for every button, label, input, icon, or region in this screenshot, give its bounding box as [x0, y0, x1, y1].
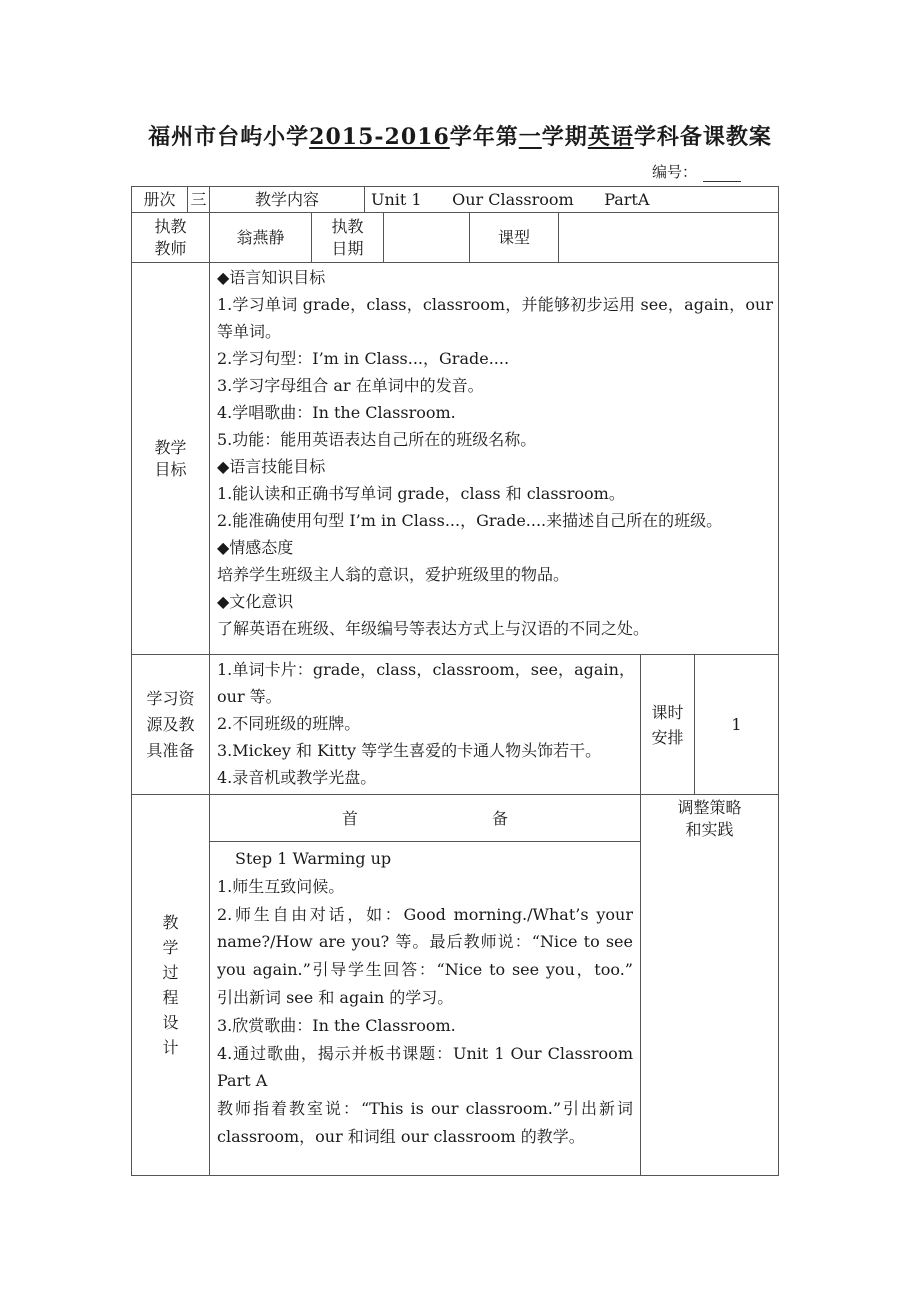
process-label-line: 教: [162, 913, 179, 932]
objective-line: 3.学习字母组合 ar 在单词中的发音。: [217, 376, 484, 395]
grid-line: [131, 1175, 779, 1176]
objectives-label: [132, 263, 209, 654]
process-line: 2.师生自由对话，如：Good morning./What’s your: [217, 904, 633, 924]
lesson-type-label: 课型: [497, 228, 530, 247]
resources-label-line: 源及教: [146, 714, 195, 734]
date-label-line: 执教: [331, 216, 364, 236]
date-label: [312, 213, 383, 262]
content-label: 教学内容: [254, 190, 319, 209]
doc-number: [652, 161, 741, 182]
teacher-label: [132, 213, 209, 262]
resource-line: 1.单词卡片：grade，class，classroom，see，again，: [217, 660, 635, 679]
process-line: 4.通过歌曲，揭示并板书课题：Unit 1 Our Classroom: [217, 1043, 633, 1063]
page-title: [0, 120, 920, 151]
resources-label-line: 学习资: [146, 688, 195, 708]
period-label-line: 课时: [651, 702, 684, 722]
content-value: Unit 1 Our Classroom PartA: [371, 190, 650, 209]
teacher-label-line: 教师: [154, 238, 187, 258]
title-middle: 学年第: [449, 124, 519, 150]
objective-heading: ◆情感态度: [217, 538, 294, 557]
grid-line: [209, 186, 210, 1176]
objective-heading: ◆语言知识目标: [217, 268, 326, 287]
objective-line: 培养学生班级主人翁的意识，爱护班级里的物品。: [217, 565, 570, 584]
objectives-label-line: 教学: [154, 437, 187, 457]
objective-line: 等单词。: [217, 322, 282, 341]
objective-line: 了解英语在班级、年级编号等表达方式上与汉语的不同之处。: [217, 619, 650, 638]
adjust-label: [641, 795, 778, 841]
resources-content: [217, 656, 635, 791]
objective-line: 2.学习句型：I’m in Class...，Grade....: [217, 349, 510, 368]
objective-line: 4.学唱歌曲：In the Classroom.: [217, 403, 456, 422]
title-school: 福州市台屿小学: [148, 124, 310, 150]
period-label-line: 安排: [651, 727, 684, 747]
process-step-heading: Step 1 Warming up: [235, 849, 392, 868]
volume-label: 册次: [143, 190, 176, 209]
title-year: 2015-2016: [309, 124, 450, 150]
process-line: 引出新词 see 和 again 的学习。: [217, 987, 454, 1007]
date-value: [384, 213, 469, 262]
process-label: [132, 795, 209, 1175]
process-label-line: 程: [162, 988, 179, 1007]
adjust-label-line: 和实践: [685, 820, 734, 839]
doc-number-label: 编号：: [652, 163, 698, 181]
grid-line: [778, 186, 779, 1176]
objective-line: 2.能准确使用句型 I’m in Class...，Grade....来描述自己所在的班级。: [217, 511, 723, 530]
objectives-label-line: 目标: [154, 459, 187, 479]
process-label-line: 过: [162, 963, 179, 982]
objective-heading: ◆文化意识: [217, 592, 294, 611]
grid-line: [131, 262, 779, 263]
objective-line: 1.学习单词 grade，class，classroom，并能够初步运用 see，again，our: [217, 295, 773, 314]
doc-number-blank: [703, 167, 741, 182]
objectives-content: [217, 264, 773, 642]
resource-line: 2.不同班级的班牌。: [217, 714, 361, 733]
process-label-line: 计: [162, 1038, 179, 1057]
adjust-value: [641, 842, 778, 1175]
grid-line: [209, 841, 641, 842]
process-line: 1.师生互致问候。: [217, 876, 345, 896]
process-content: [217, 845, 633, 1151]
objective-line: 5.功能：能用英语表达自己所在的班级名称。: [217, 430, 537, 449]
process-line: you again.”引导学生回答：“Nice to see you，too.”: [217, 960, 633, 980]
process-line: classroom，our 和词组 our classroom 的教学。: [217, 1126, 585, 1146]
resource-line: 3.Mickey 和 Kitty 等学生喜爱的卡通人物头饰若干。: [217, 741, 602, 760]
title-rest: 学科备课教案: [633, 124, 772, 150]
volume-value: 三: [190, 190, 207, 209]
objective-line: 1.能认读和正确书写单词 grade，class 和 classroom。: [217, 484, 625, 503]
process-label-line: 学: [162, 938, 179, 957]
process-line: name?/How are you? 等。最后教师说：“Nice to see: [217, 932, 633, 952]
title-term-word: 学期: [541, 124, 588, 150]
period-value: 1: [731, 715, 742, 734]
date-label-line: 日期: [331, 238, 364, 258]
lesson-type-value: [559, 213, 778, 262]
grid-line: [364, 186, 365, 213]
process-line: 教师指着教室说：“This is our classroom.”引出新词: [217, 1099, 633, 1119]
resource-line: 4.录音机或教学光盘。: [217, 768, 377, 787]
teacher-value: 翁燕静: [236, 228, 285, 247]
period-label: [641, 655, 694, 794]
adjust-label-line: 调整策略: [677, 798, 742, 817]
process-head-left: 首: [341, 808, 358, 828]
resources-label-line: 具准备: [146, 740, 195, 760]
process-head-right: 备: [491, 808, 508, 828]
process-label-line: 设: [162, 1013, 179, 1032]
resource-line: our 等。: [217, 687, 282, 706]
objective-heading: ◆语言技能目标: [217, 457, 326, 476]
teacher-label-line: 执教: [154, 216, 187, 236]
title-term-number: 一: [518, 124, 542, 150]
resources-label: [132, 655, 209, 794]
process-line: 3.欣赏歌曲：In the Classroom.: [217, 1015, 456, 1035]
process-line: Part A: [217, 1071, 268, 1091]
title-subject: 英语: [587, 124, 634, 150]
